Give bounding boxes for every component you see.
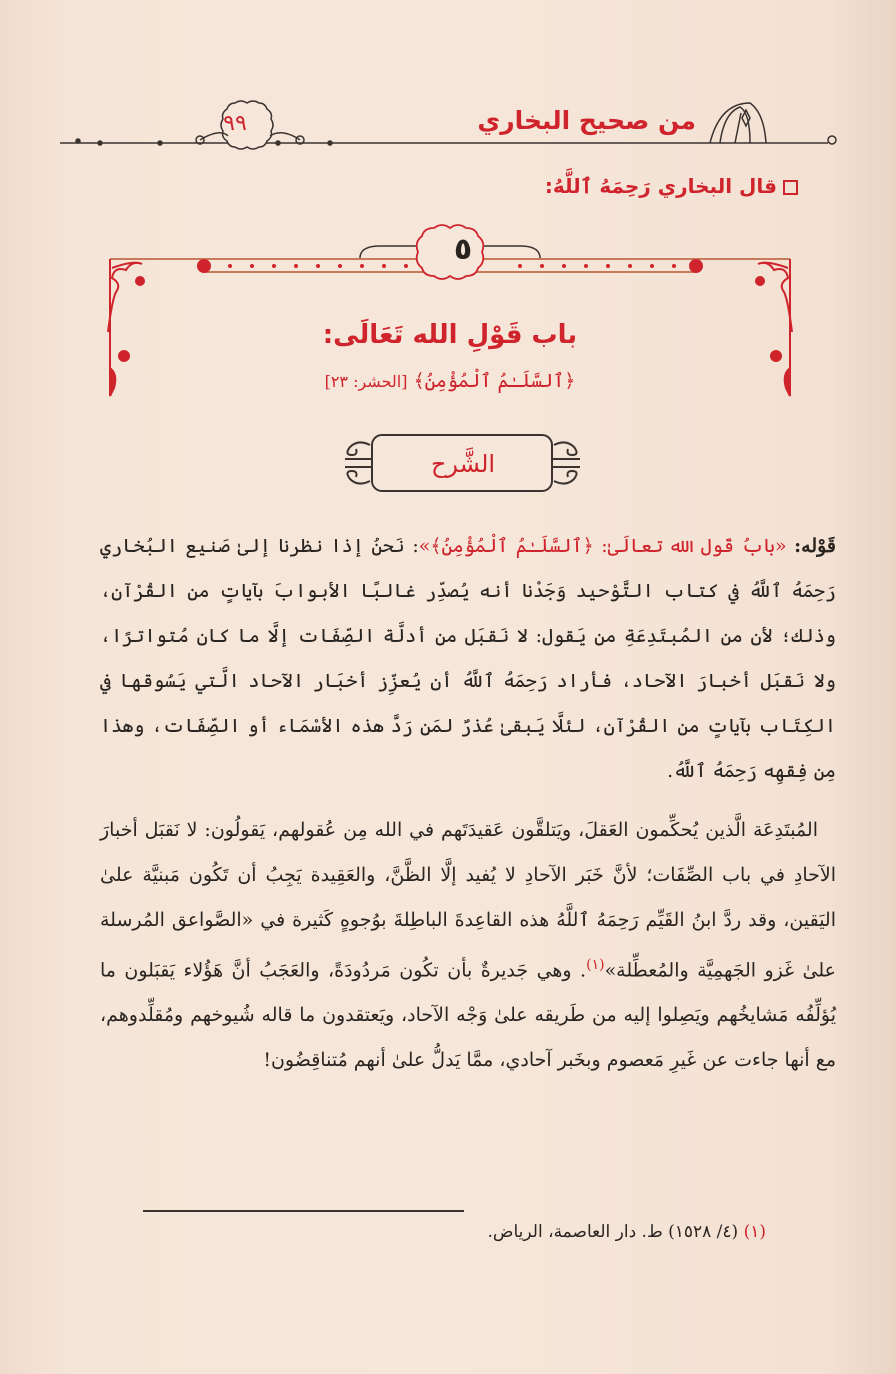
paragraph-text: . وهي جَديرةٌ بأن تكُون مَردُودَةً، والعَجَبُ أنَّ هَؤُلاء يَقبَلون ما يُؤلِّفُه مَشايخُهم ويَصِلوا إليه من طَريقه علىٰ وَجْه الآحاد، ويَعتقدون ما قاله شُيوخهم ومُقلِّدوهم، مع أنها جاءت عن غَيرِ مَعصوم وبخَبر آحادي، ممَّا يَدلُّ علىٰ أنهم مُتناقِضُون! xyxy=(100,959,836,1072)
square-bullet-icon xyxy=(783,180,798,195)
footnote-ref[interactable]: (١) xyxy=(586,957,605,973)
intro-text: قال البخاري رَحِمَهُ ٱللَّهُ: xyxy=(544,174,777,198)
footnote-divider xyxy=(143,1210,464,1212)
body-text xyxy=(100,524,836,1083)
verse-text: ﴿ٱلسَّلَـٰمُ ٱلْمُؤْمِنُ﴾ xyxy=(413,370,576,392)
paragraph xyxy=(100,808,836,1083)
verse-line xyxy=(150,370,750,392)
intro-heading xyxy=(545,174,798,198)
page-number: ٩٩ xyxy=(223,111,247,136)
sharh-label: الشَّرح xyxy=(430,450,496,478)
footnote xyxy=(488,1222,766,1242)
header-ornament xyxy=(60,101,836,149)
paragraph-lead: قَوْله: xyxy=(794,535,837,557)
footnote-number: (١) xyxy=(743,1222,766,1242)
chapter-number: ٥ xyxy=(453,232,473,267)
running-title: من صحيح البخاري xyxy=(477,106,696,135)
paragraph-text: المُبتَدِعَة الَّذين يُحكِّمون العَقلَ، ويَتلقَّون عَقيدَتَهم في الله مِن عُقولهم، يَقولُون: لا نَقبَل أخبارَ الآحادِ في باب الصِّفَات؛ لأنَّ خَبَر الآحادِ لا يُفيد إلَّا الظَّنَّ، والعَقِيدة يَجِبُ أن تَكُون مَبنيَّة علىٰ اليَقين، وقد ردَّ ابنُ القَيِّم رَحِمَهُ ٱللَّهُ هذه القاعِدةَ الباطِلةَ بوُجوهٍ كَثيرة في «الصَّواعق المُرسلة علىٰ غَزو الجَهمِيَّة والمُعطِّلة» xyxy=(100,819,836,982)
verse-reference: [الحشر: ٢٣] xyxy=(324,372,408,391)
paragraph-text: : نَحنُ إذا نظرنا إلىٰ صَنيع البُخاري رَحِمَهُ ٱللَّهُ في كتاب التَّوْحيد وَجَدْنا أنه يُصدِّر غالبًا الأبوابَ بآياتٍ من القُرْآن، وذلك؛ لأن من المُبتَدِعَةِ من يَقول: لا نَقبَل من أدلَّة الصِّفَات إلَّا ما كان مُتواترًا، ولا نَقبَل أخبارَ الآحاد، فأراد رَحِمَهُ ٱللَّهُ أن يُعزِّز أخبَار الآحاد الَّتي يَسُوقها في الكِتَاب بآياتٍ من القُرْآن، لئلَّا يَبقىٰ عُذرٌ لمَن رَدَّ هذه الأسْمَاء أو الصِّفَات، وهذا مِن فِقهِه رَحِمَهُ ٱللَّهُ. xyxy=(100,535,836,782)
chapter-title: باب قَوْلِ الله تَعَالَى: xyxy=(322,320,578,350)
chapter-quote: «بابُ قَول الله تعالَىٰ: ﴿ٱلسَّلَـٰمُ ٱلْمُؤْمِنُ﴾» xyxy=(418,535,787,557)
footnote-text: (٤/ ١٥٢٨) ط. دار العاصمة، الرياض. xyxy=(487,1222,739,1242)
paragraph xyxy=(100,524,836,794)
